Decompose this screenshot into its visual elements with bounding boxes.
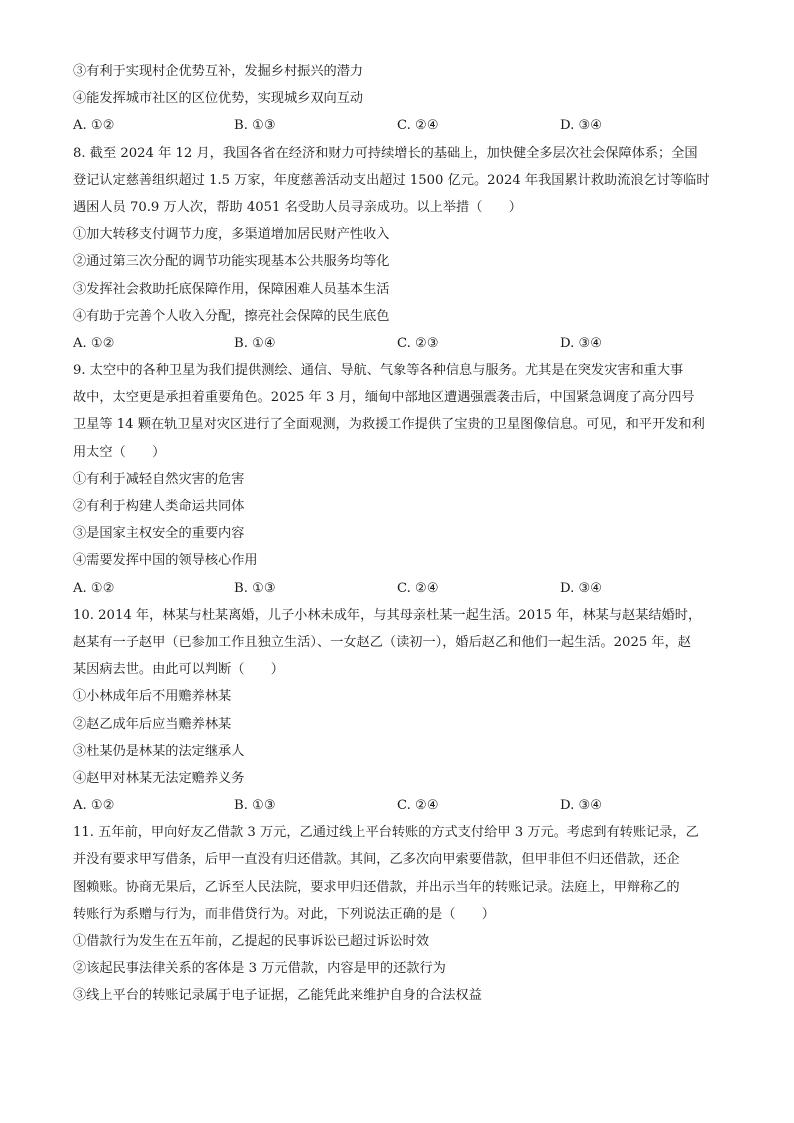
- text-line: 赵某有一子赵甲（已参加工作且独立生活）、一女赵乙（读初一），婚后赵乙和他们一起生活。2025 年，赵: [73, 634, 691, 650]
- answer-option: A. ①②: [73, 335, 115, 351]
- text-line: ①小林成年后不用赡养林某: [73, 689, 232, 705]
- answer-option: C. ②④: [397, 580, 439, 596]
- text-line: 用太空（ ）: [73, 444, 166, 460]
- answer-option: B. ①③: [234, 118, 276, 134]
- text-line: ②该起民事法律关系的客体是 3 万元借款，内容是甲的还款行为: [73, 961, 446, 977]
- answer-option: D. ③④: [560, 580, 603, 596]
- text-line: 某因病去世。由此可以判断（ ）: [73, 662, 284, 678]
- text-line: 8. 截至 2024 年 12 月，我国各省在经济和财力可持续增长的基础上，加快健全多层次社会保障体系；全国: [73, 145, 698, 161]
- text-line: ①有利于减轻自然灾害的危害: [73, 471, 245, 487]
- answer-option: B. ①④: [234, 335, 276, 351]
- text-line: 并没有要求甲写借条，后甲一直没有归还借款。其间，乙多次向甲索要借款，但甲非但不归还借款，还企: [73, 852, 680, 868]
- answer-option: A. ①②: [73, 798, 115, 814]
- text-line: 故中，太空更是承担着重要角色。2025 年 3 月，缅甸中部地区遭遇强震袭击后，中国紧急调度了高分四号: [73, 390, 695, 406]
- text-line: ②有利于构建人类命运共同体: [73, 499, 245, 514]
- text-line: ①借款行为发生在五年前，乙提起的民事诉讼已超过诉讼时效: [73, 934, 430, 949]
- answer-option: B. ①③: [234, 580, 276, 596]
- answer-options: [73, 792, 725, 819]
- answer-option: C. ②④: [397, 118, 439, 134]
- text-line: 10. 2014 年，林某与杜某离婚，儿子小林未成年，与其母亲杜某一起生活。2015 年，林某与赵某结婚时，: [73, 607, 702, 623]
- text-line: ②赵乙成年后应当赡养林某: [73, 716, 232, 732]
- answer-option: C. ②④: [397, 798, 439, 814]
- text-line: 9. 太空中的各种卫星为我们提供测绘、通信、导航、气象等各种信息与服务。尤其是在突发灾害和重大事: [73, 363, 684, 379]
- text-line: ④赵甲对林某无法定赡养义务: [73, 770, 245, 786]
- answer-option: D. ③④: [560, 798, 603, 814]
- text-line: ④有助于完善个人收入分配，擦亮社会保障的民生底色: [73, 308, 390, 324]
- text-line: ①加大转移支付调节力度，多渠道增加居民财产性收入: [73, 227, 390, 243]
- text-line: ③杜某仍是林某的法定继承人: [73, 743, 245, 759]
- text-line: ②通过第三次分配的调节功能实现基本公共服务均等化: [73, 254, 390, 270]
- text-line: ④需要发挥中国的领导核心作用: [73, 553, 258, 569]
- answer-option: D. ③④: [560, 335, 603, 351]
- text-line: ④能发挥城市社区的区位优势，实现城乡双向互动: [73, 91, 364, 107]
- text-line: ③发挥社会救助托底保障作用，保障困难人员基本生活: [73, 281, 390, 297]
- document-page: [73, 58, 725, 1010]
- text-line: 登记认定慈善组织超过 1.5 万家，年度慈善活动支出超过 1500 亿元。2024 年我国累计救助流浪乞讨等临时: [73, 172, 710, 188]
- text-line: 11. 五年前，甲向好友乙借款 3 万元，乙通过线上平台转账的方式支付给甲 3 万元。考虑到有转账记录，乙: [73, 825, 699, 841]
- text-line: 转账行为系赠与行为，而非借贷行为。对此，下列说法正确的是（ ）: [73, 906, 495, 922]
- answer-options: [73, 575, 725, 602]
- text-line: 卫星等 14 颗在轨卫星对灾区进行了全面观测，为救援工作提供了宝贵的卫星图像信息。可见，和平开发和利: [73, 417, 705, 433]
- answer-option: B. ①③: [234, 798, 276, 814]
- answer-option: A. ①②: [73, 580, 115, 596]
- text-line: ③线上平台的转账记录属于电子证据，乙能凭此来维护自身的合法权益: [73, 988, 482, 1004]
- text-line: 图赖账。协商无果后，乙诉至人民法院，要求甲归还借款，并出示当年的转账记录。法庭上，甲辩称乙的: [73, 879, 680, 895]
- answer-options: [73, 112, 725, 139]
- text-line: ③有利于实现村企优势互补，发掘乡村振兴的潜力: [73, 64, 364, 79]
- text-line: ③是国家主权安全的重要内容: [73, 526, 245, 542]
- answer-option: A. ①②: [73, 118, 115, 134]
- answer-options: [73, 330, 725, 357]
- answer-option: D. ③④: [560, 118, 603, 134]
- text-line: 遇困人员 70.9 万人次，帮助 4051 名受助人员寻亲成功。以上举措（ ）: [73, 199, 522, 215]
- answer-option: C. ②③: [397, 335, 439, 351]
